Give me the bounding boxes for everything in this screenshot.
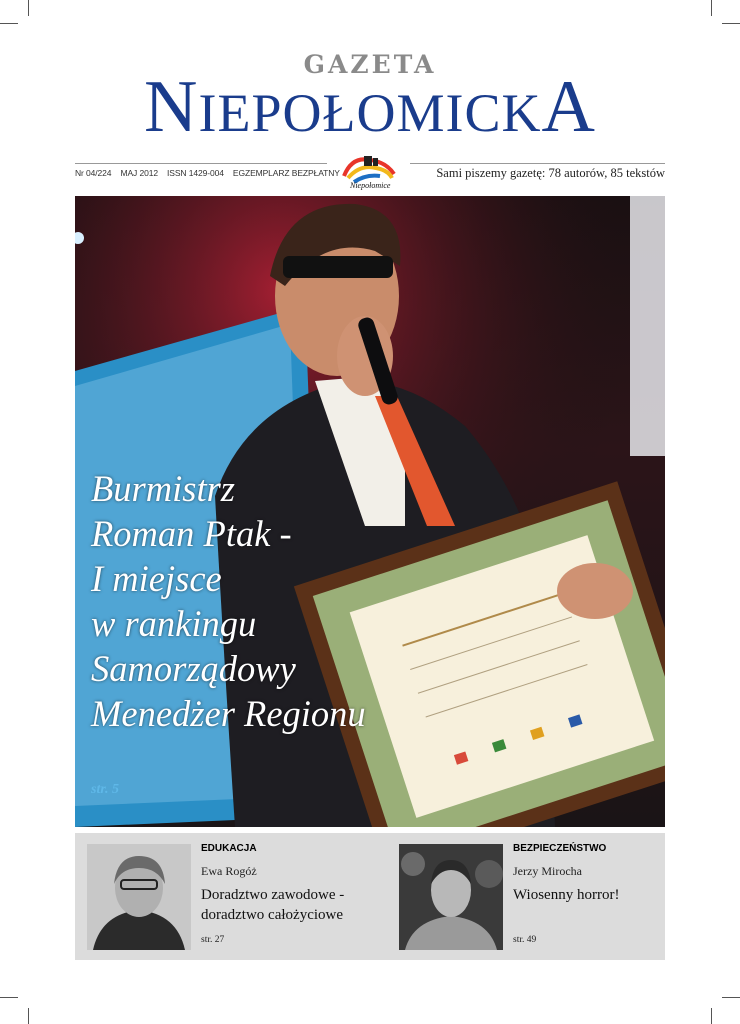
teaser-title-line: Wiosenny horror! [513,887,620,903]
crop-mark [0,23,18,24]
teaser-category: EDUKACJA [201,843,257,854]
headline-line: w rankingu [91,603,257,644]
issue-issn: ISSN 1429-004 [167,168,224,178]
crop-mark [722,997,740,998]
cover-page-ref: str. 5 [91,782,120,797]
teaser-page-ref: str. 49 [513,935,537,945]
crop-mark [711,1008,712,1024]
teaser-title[interactable] [201,885,381,925]
crop-mark [722,23,740,24]
teaser-page-ref: str. 27 [201,935,225,945]
headline-line: Samorządowy [91,648,296,689]
teaser-photo-bezpieczenstwo [399,844,503,950]
masthead-gazeta: GAZETA [303,50,437,79]
masthead-title [0,66,740,148]
headline-line: Roman Ptak - [91,513,292,554]
tagline: Sami piszemy gazetę: 78 autorów, 85 tekstów [436,166,665,180]
teaser-author: Jerzy Mirocha [513,864,582,878]
crop-mark [28,1008,29,1024]
issue-date: MAJ 2012 [120,168,158,178]
teaser-title-line: doradztwo całożyciowe [201,907,344,923]
issue-number: Nr 04/224 [75,168,112,178]
crop-mark [0,997,18,998]
crop-mark [28,0,29,16]
headline-line: Burmistrz [91,468,236,509]
teaser-author: Ewa Rogóż [201,864,257,878]
teaser-bezpieczenstwo[interactable] [513,843,663,905]
crop-mark [711,0,712,16]
info-rule-left [75,163,327,164]
headline-line: Menedżer Regionu [91,693,366,734]
issue-info [75,168,340,178]
town-logo [340,152,398,190]
logo-text: Niepołomice [350,181,391,190]
teaser-title[interactable] [513,885,663,905]
cover-headline [91,466,366,736]
masthead-final: A [541,66,596,148]
teaser-title-line: Doradztwo zawodowe - [201,887,345,903]
issue-free: EGZEMPLARZ BEZPŁATNY [232,168,340,178]
masthead-initial: N [144,66,199,148]
cover-photo [75,196,665,827]
info-rule-right [410,163,665,164]
masthead-middle: IEPOŁOMICK [198,83,542,143]
teaser-category: BEZPIECZEŃSTWO [513,843,607,854]
teaser-band [75,833,665,960]
teaser-edukacja[interactable] [201,843,381,925]
teaser-photo-edukacja [87,844,191,950]
headline-line: I miejsce [91,558,222,599]
